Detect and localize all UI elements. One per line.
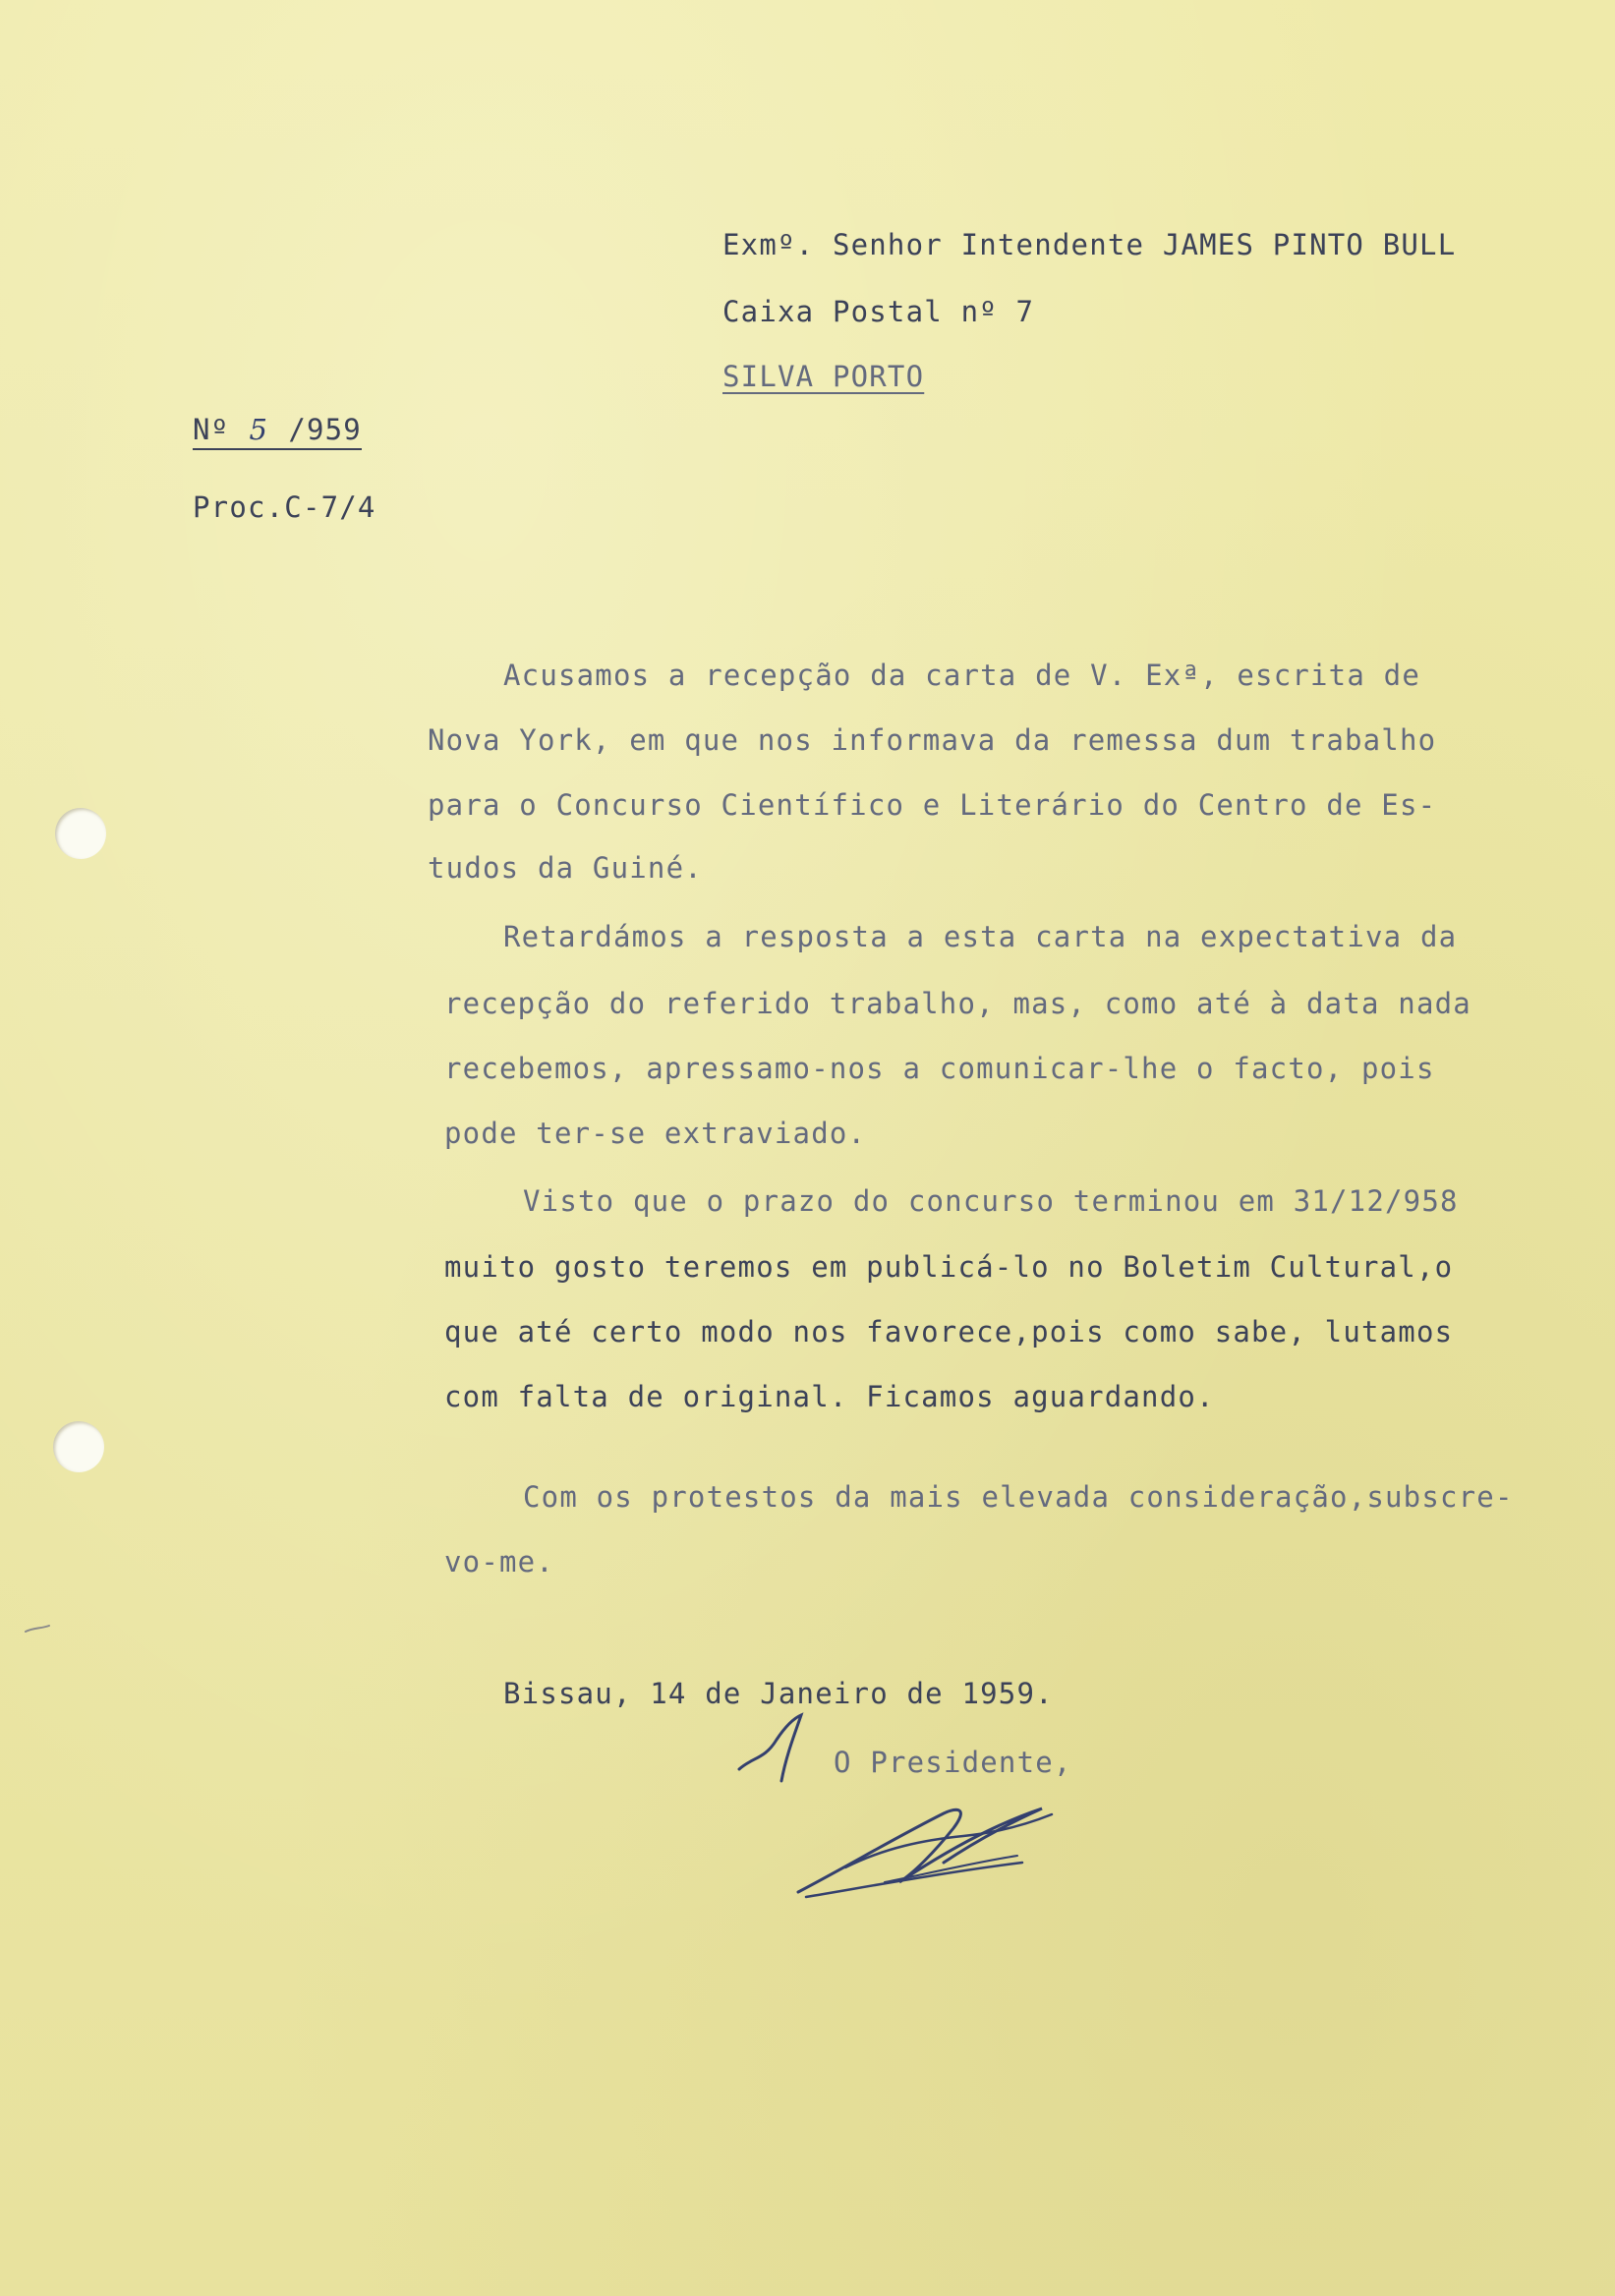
signature-stroke-3: [806, 1863, 1022, 1897]
body-p1-line-2: Nova York, em que nos informava da remessa dum trabalho: [428, 723, 1437, 757]
signature-stroke-1: [798, 1808, 1042, 1892]
closing-line-2: vo-me.: [444, 1545, 554, 1578]
reference-prefix: Nº: [193, 413, 230, 446]
body-p2-line-2: recepção do referido trabalho, mas, como até à data nada: [444, 987, 1471, 1020]
reference-year: /959: [288, 413, 362, 446]
body-p3-line-4: com falta de original. Ficamos aguardando.: [444, 1380, 1215, 1413]
closing-line-1: Com os protestos da mais elevada consideração,subscre-: [523, 1480, 1514, 1514]
process-reference: Proc.C-7/4: [193, 490, 376, 524]
body-p2-line-1: Retardámos a resposta a esta carta na expectativa da: [503, 920, 1458, 953]
signatory-title: O Presidente,: [834, 1746, 1072, 1779]
body-p1-line-4: tudos da Guiné.: [428, 851, 703, 885]
body-p3-line-3: que até certo modo nos favorece,pois como sabe, lutamos: [444, 1315, 1454, 1349]
reference-handwritten-number: 5: [249, 413, 269, 446]
dateline: Bissau, 14 de Janeiro de 1959.: [503, 1677, 1054, 1710]
addressee-line-1: Exmº. Senhor Intendente JAMES PINTO BULL: [722, 228, 1457, 261]
body-p2-line-3: recebemos, apressamo-nos a comunicar-lhe o facto, pois: [444, 1052, 1435, 1085]
body-p3-line-2: muito gosto teremos em publicá-lo no Boletim Cultural,o: [444, 1250, 1454, 1284]
addressee-line-3: SILVA PORTO: [722, 360, 925, 393]
addressee-line-2: Caixa Postal nº 7: [722, 295, 1035, 328]
body-p3-line-1: Visto que o prazo do concurso terminou em 31/12/958: [523, 1184, 1459, 1218]
signature-stroke-4: [885, 1856, 1017, 1882]
body-p1-line-1: Acusamos a recepção da carta de V. Exª, escrita de: [503, 659, 1420, 692]
body-p1-line-3: para o Concurso Científico e Literário do Centro de Es-: [428, 788, 1437, 822]
initial-mark: [739, 1715, 801, 1781]
body-p2-line-4: pode ter-se extraviado.: [444, 1117, 867, 1150]
margin-mark: [26, 1626, 49, 1632]
